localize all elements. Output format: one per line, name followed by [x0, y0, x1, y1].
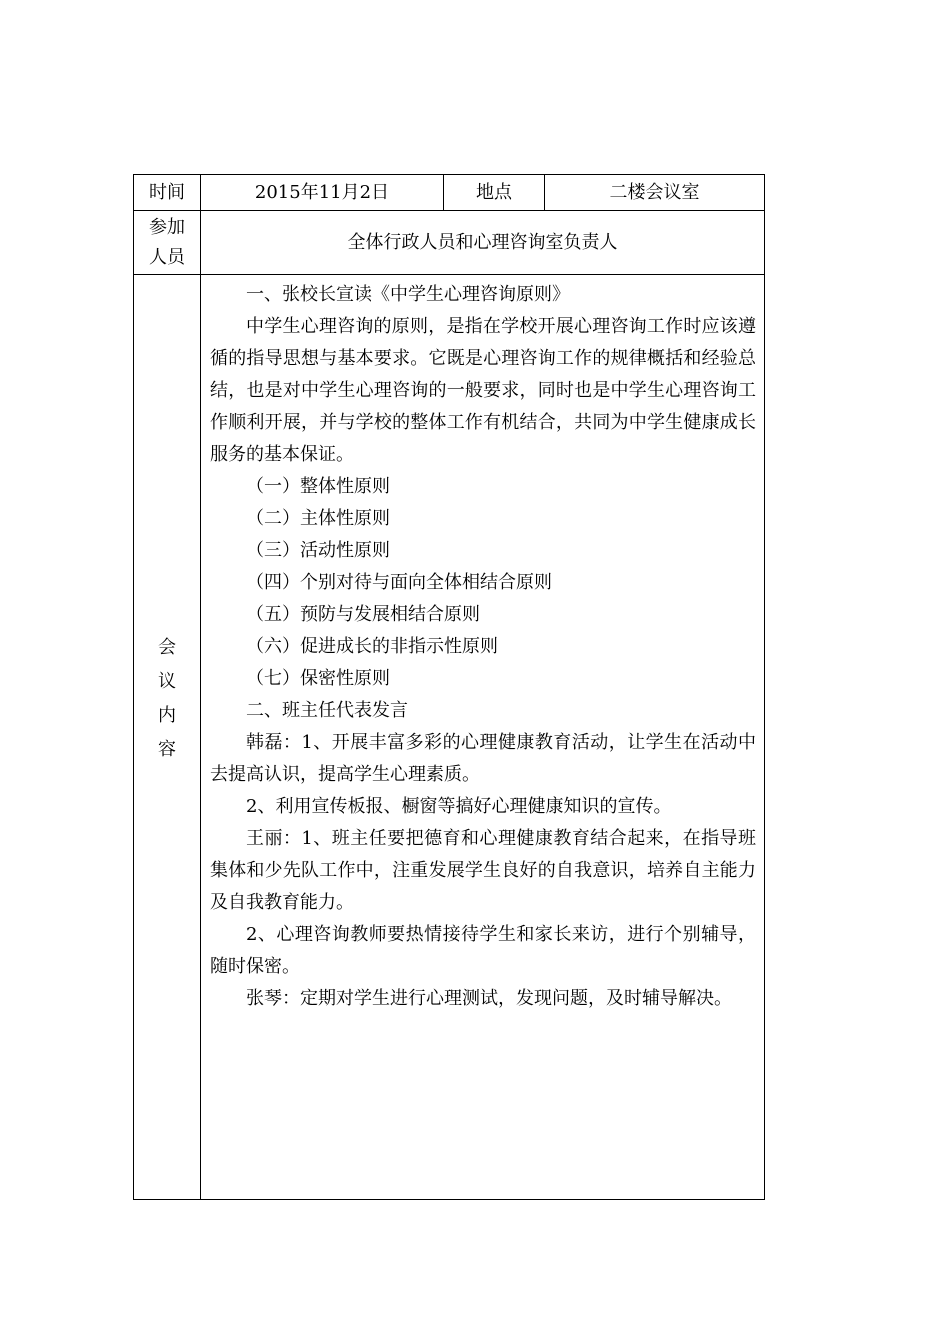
- meeting-record-table: [133, 174, 765, 1200]
- minutes-label-char: 容: [158, 739, 176, 760]
- minutes-paragraph: 中学生心理咨询的原则，是指在学校开展心理咨询工作时应该遵循的指导思想与基本要求。它既是心理咨询工作的规律概括和经验总结，也是对中学生心理咨询的一般要求，同时也是中学生心理咨询工作顺利开展，并与学校的整体工作有机结合，共同为中学生健康成长服务的基本保证。: [210, 316, 756, 465]
- principle-item: （五）预防与发展相结合原则: [246, 604, 480, 625]
- principle-item: （六）促进成长的非指示性原则: [246, 636, 498, 657]
- place-value: 二楼会议室: [609, 181, 700, 203]
- principle-item: （一）整体性原则: [246, 476, 390, 497]
- minutes-paragraph: 2、利用宣传板报、橱窗等搞好心理健康知识的宣传。: [246, 796, 672, 817]
- col-divider-label: [200, 175, 201, 1199]
- principle-item: （七）保密性原则: [246, 668, 390, 689]
- attendees-label: [134, 211, 200, 274]
- time-value: 2015年11月2日: [254, 181, 390, 203]
- minutes-label-char: 议: [158, 671, 176, 692]
- minutes-paragraph: 2、心理咨询教师要热情接待学生和家长来访，进行个别辅导，随时保密。: [210, 924, 756, 977]
- attendees-label-line1: 参加: [149, 216, 185, 238]
- row-divider-2: [134, 274, 764, 275]
- principle-item: （二）主体性原则: [246, 508, 390, 529]
- minutes-paragraph: 一、张校长宣读《中学生心理咨询原则》: [246, 284, 570, 305]
- time-label: 时间: [149, 181, 185, 203]
- attendees-label-line2: 人员: [149, 246, 185, 268]
- principle-item: （四）个别对待与面向全体相结合原则: [246, 572, 552, 593]
- minutes-paragraph: 王丽：1、班主任要把德育和心理健康教育结合起来，在指导班集体和少先队工作中，注重发展学生良好的自我意识，培养自主能力及自我教育能力。: [210, 828, 756, 913]
- minutes-paragraph: 韩磊：1、开展丰富多彩的心理健康教育活动，让学生在活动中去提高认识，提高学生心理素质。: [210, 732, 756, 785]
- principle-item: （三）活动性原则: [246, 540, 390, 561]
- minutes-label-char: 内: [158, 705, 176, 726]
- minutes-label-char: 会: [158, 637, 176, 658]
- attendees-value: 全体行政人员和心理咨询室负责人: [347, 231, 618, 253]
- minutes-paragraph: 张琴：定期对学生进行心理测试，发现问题，及时辅导解决。: [246, 988, 732, 1009]
- place-label: 地点: [476, 181, 512, 203]
- minutes-content: [210, 279, 756, 1015]
- minutes-label: [134, 599, 200, 799]
- minutes-paragraph: 二、班主任代表发言: [246, 700, 408, 721]
